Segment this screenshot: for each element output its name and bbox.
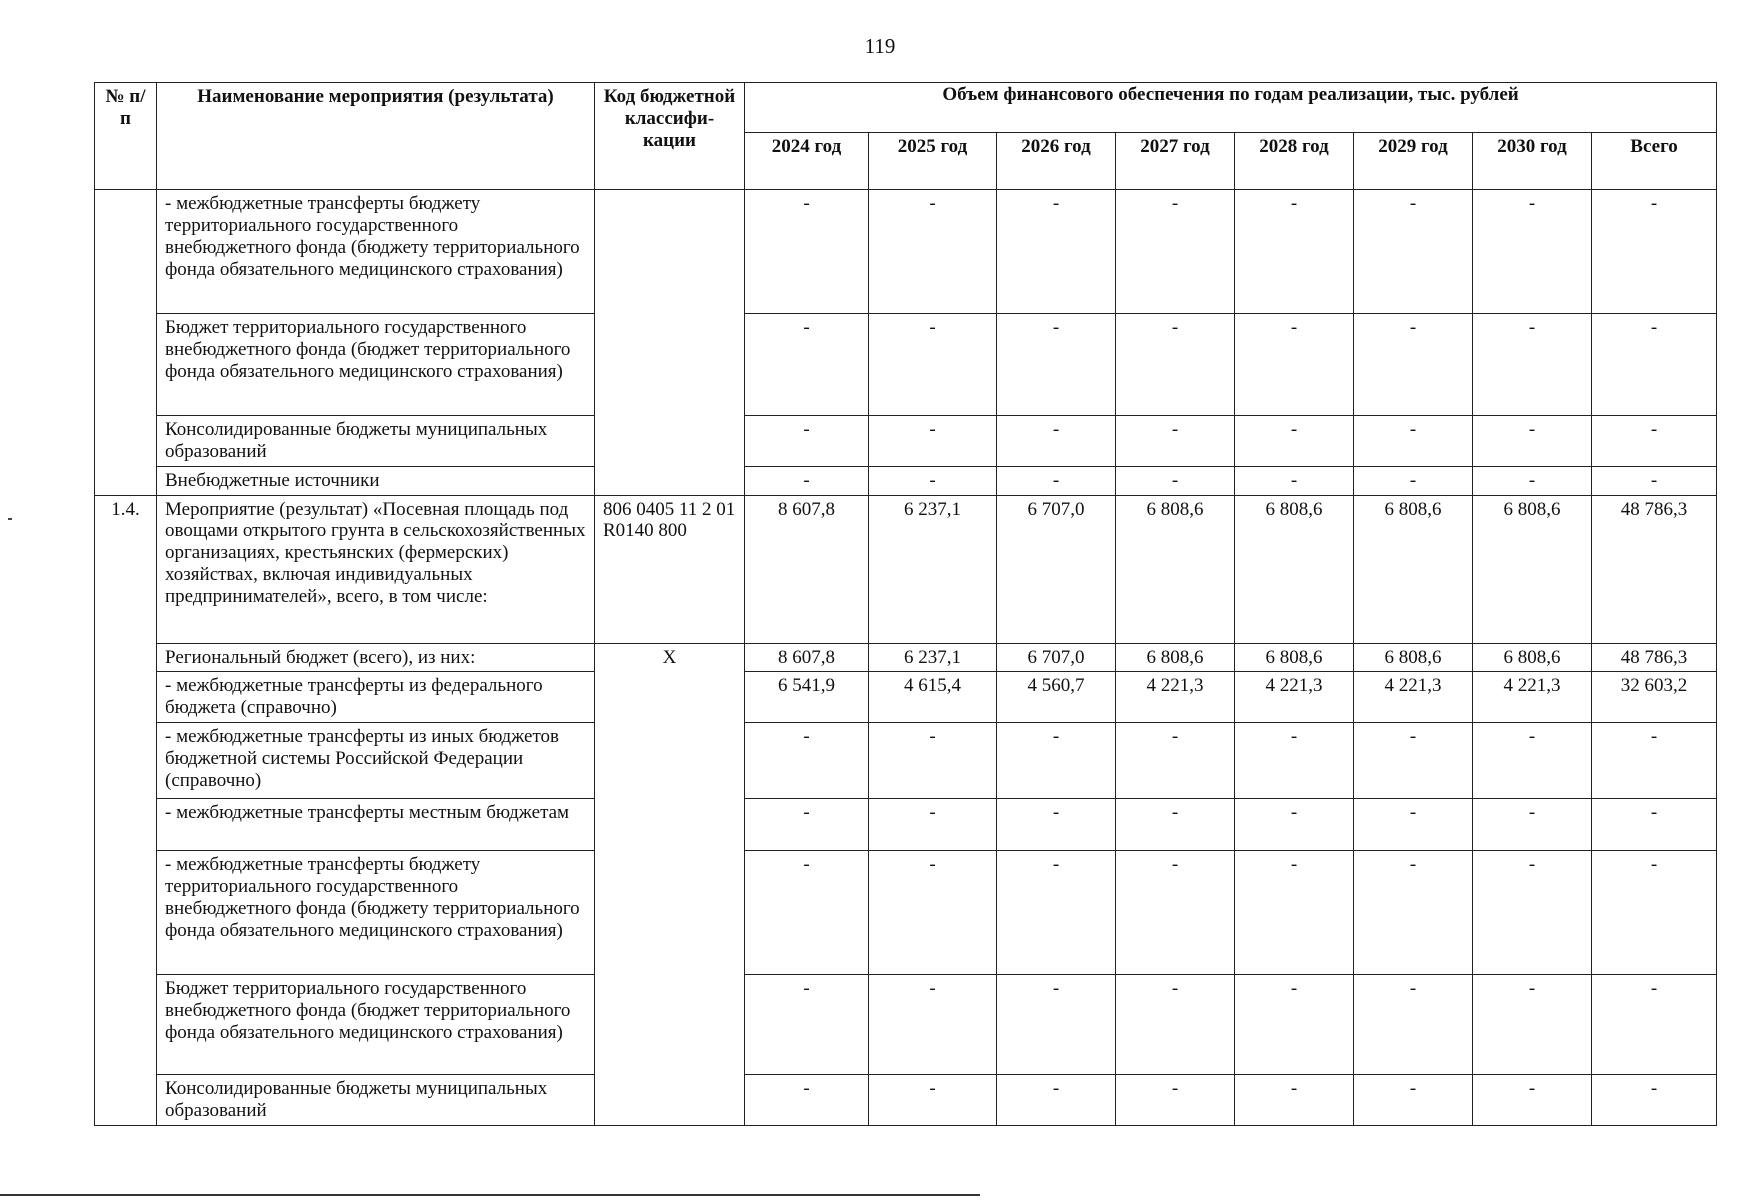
- value-2028: -: [1235, 851, 1354, 975]
- value-2024: -: [745, 975, 869, 1075]
- value-2024: 8 607,8: [745, 643, 869, 672]
- value-total: -: [1592, 314, 1717, 416]
- row-name: - межбюджетные трансферты бюджету территориального государственного внебюджетного фонда (бюджету территориального фонда обязательного медицинского страхования): [157, 190, 595, 314]
- header-year-2027: 2027 год: [1116, 132, 1235, 190]
- table-row: [95, 1075, 1717, 1126]
- margin-mark: [8, 518, 12, 520]
- row-name: Консолидированные бюджеты муниципальных образований: [157, 416, 595, 467]
- row-name: Бюджет территориального государственного внебюджетного фонда (бюджет территориального фонда обязательного медицинского страхования): [157, 975, 595, 1075]
- value-2026: -: [997, 723, 1116, 799]
- value-2030: -: [1473, 466, 1592, 495]
- value-2027: -: [1116, 723, 1235, 799]
- value-2025: 6 237,1: [869, 643, 997, 672]
- table-row: [95, 975, 1717, 1075]
- value-2024: -: [745, 416, 869, 467]
- value-2025: -: [869, 799, 997, 851]
- value-2030: 4 221,3: [1473, 672, 1592, 723]
- value-2029: 6 808,6: [1354, 643, 1473, 672]
- value-2025: 6 237,1: [869, 495, 997, 643]
- value-total: -: [1592, 799, 1717, 851]
- value-2025: -: [869, 723, 997, 799]
- table-row: [95, 723, 1717, 799]
- header-year-2029: 2029 год: [1354, 132, 1473, 190]
- value-2026: -: [997, 851, 1116, 975]
- value-total: -: [1592, 975, 1717, 1075]
- value-2026: -: [997, 466, 1116, 495]
- value-2029: -: [1354, 799, 1473, 851]
- value-2026: -: [997, 190, 1116, 314]
- value-2028: 6 808,6: [1235, 495, 1354, 643]
- row-name: Мероприятие (результат) «Посевная площадь под овощами открытого грунта в сельскохозяйственных организациях, крестьянских (фермерских) хозяйствах, включая индивидуальных предпринимателей», всего, в том числе:: [157, 495, 595, 643]
- value-total: -: [1592, 851, 1717, 975]
- value-2026: -: [997, 416, 1116, 467]
- value-total: -: [1592, 1075, 1717, 1126]
- header-name: Наименование мероприятия (результата): [157, 83, 595, 190]
- value-2028: 4 221,3: [1235, 672, 1354, 723]
- table-row: [95, 799, 1717, 851]
- value-2028: -: [1235, 190, 1354, 314]
- value-total: -: [1592, 190, 1717, 314]
- header-code: Код бюджетной классифи-кации: [595, 83, 745, 190]
- value-2028: -: [1235, 799, 1354, 851]
- value-2029: -: [1354, 851, 1473, 975]
- table-row: [95, 416, 1717, 467]
- value-total: 48 786,3: [1592, 495, 1717, 643]
- row-name: - межбюджетные трансферты бюджету территориального государственного внебюджетного фонда (бюджету территориального фонда обязательного медицинского страхования): [157, 851, 595, 975]
- value-2025: -: [869, 416, 997, 467]
- value-2027: -: [1116, 190, 1235, 314]
- value-2030: 6 808,6: [1473, 643, 1592, 672]
- value-2030: -: [1473, 416, 1592, 467]
- value-2025: 4 615,4: [869, 672, 997, 723]
- page-number: 119: [864, 34, 896, 58]
- value-2024: -: [745, 1075, 869, 1126]
- value-2029: 4 221,3: [1354, 672, 1473, 723]
- value-2030: -: [1473, 1075, 1592, 1126]
- value-2028: 6 808,6: [1235, 643, 1354, 672]
- value-2029: -: [1354, 466, 1473, 495]
- value-2029: -: [1354, 416, 1473, 467]
- value-total: -: [1592, 723, 1717, 799]
- value-2026: -: [997, 975, 1116, 1075]
- value-2028: -: [1235, 1075, 1354, 1126]
- table-row: [95, 466, 1717, 495]
- value-2027: -: [1116, 466, 1235, 495]
- value-2026: 6 707,0: [997, 643, 1116, 672]
- header-year-2028: 2028 год: [1235, 132, 1354, 190]
- value-2025: -: [869, 1075, 997, 1126]
- footer-rule: [0, 1194, 980, 1196]
- table-body: [95, 190, 1717, 1126]
- value-2026: -: [997, 314, 1116, 416]
- value-2025: -: [869, 851, 997, 975]
- row-name: Бюджет территориального государственного внебюджетного фонда (бюджет территориального фонда обязательного медицинского страхования): [157, 314, 595, 416]
- value-2029: 6 808,6: [1354, 495, 1473, 643]
- table-row: [95, 672, 1717, 723]
- table-row: [95, 314, 1717, 416]
- value-2027: -: [1116, 314, 1235, 416]
- header-year-2025: 2025 год: [869, 132, 997, 190]
- value-2024: -: [745, 314, 869, 416]
- value-2027: -: [1116, 416, 1235, 467]
- value-2027: -: [1116, 975, 1235, 1075]
- value-2027: -: [1116, 851, 1235, 975]
- value-2025: -: [869, 190, 997, 314]
- header-year-2024: 2024 год: [745, 132, 869, 190]
- value-2024: 8 607,8: [745, 495, 869, 643]
- value-2024: -: [745, 190, 869, 314]
- value-2026: -: [997, 799, 1116, 851]
- header-total: Всего: [1592, 132, 1717, 190]
- value-2024: -: [745, 723, 869, 799]
- value-2024: -: [745, 851, 869, 975]
- value-2028: -: [1235, 466, 1354, 495]
- budget-table: [94, 82, 1717, 1126]
- value-2025: -: [869, 466, 997, 495]
- value-2026: -: [997, 1075, 1116, 1126]
- value-2026: 4 560,7: [997, 672, 1116, 723]
- value-total: 32 603,2: [1592, 672, 1717, 723]
- value-2029: -: [1354, 975, 1473, 1075]
- value-2026: 6 707,0: [997, 495, 1116, 643]
- row-code: 806 0405 11 2 01 R0140 800: [595, 495, 745, 643]
- row-num: [95, 190, 157, 496]
- header-year-2026: 2026 год: [997, 132, 1116, 190]
- value-2028: -: [1235, 416, 1354, 467]
- value-2027: 6 808,6: [1116, 643, 1235, 672]
- value-2030: -: [1473, 851, 1592, 975]
- value-2025: -: [869, 975, 997, 1075]
- row-code: [595, 190, 745, 496]
- value-2029: -: [1354, 314, 1473, 416]
- table-row: [95, 190, 1717, 314]
- value-2027: 6 808,6: [1116, 495, 1235, 643]
- value-total: -: [1592, 416, 1717, 467]
- row-name: - межбюджетные трансферты из федерального бюджета (справочно): [157, 672, 595, 723]
- table-row: [95, 643, 1717, 672]
- value-2027: -: [1116, 799, 1235, 851]
- value-2024: -: [745, 466, 869, 495]
- value-2028: -: [1235, 975, 1354, 1075]
- value-2028: -: [1235, 723, 1354, 799]
- table-header: [95, 83, 1717, 190]
- row-code: Х: [595, 643, 745, 1125]
- value-2028: -: [1235, 314, 1354, 416]
- value-2030: -: [1473, 190, 1592, 314]
- value-2030: 6 808,6: [1473, 495, 1592, 643]
- value-2027: -: [1116, 1075, 1235, 1126]
- row-name: Региональный бюджет (всего), из них:: [157, 643, 595, 672]
- value-2029: -: [1354, 190, 1473, 314]
- row-name: - межбюджетные трансферты местным бюджетам: [157, 799, 595, 851]
- value-2029: -: [1354, 723, 1473, 799]
- value-total: 48 786,3: [1592, 643, 1717, 672]
- value-2030: -: [1473, 314, 1592, 416]
- table-row: [95, 495, 1717, 643]
- value-2025: -: [869, 314, 997, 416]
- value-2030: -: [1473, 799, 1592, 851]
- header-volume: Объем финансового обеспечения по годам реализации, тыс. рублей: [745, 83, 1717, 133]
- value-2030: -: [1473, 723, 1592, 799]
- value-2027: 4 221,3: [1116, 672, 1235, 723]
- value-2024: -: [745, 799, 869, 851]
- value-2030: -: [1473, 975, 1592, 1075]
- header-year-2030: 2030 год: [1473, 132, 1592, 190]
- value-2024: 6 541,9: [745, 672, 869, 723]
- value-2029: -: [1354, 1075, 1473, 1126]
- row-name: - межбюджетные трансферты из иных бюджетов бюджетной системы Российской Федерации (справочно): [157, 723, 595, 799]
- row-name: Внебюджетные источники: [157, 466, 595, 495]
- row-name: Консолидированные бюджеты муниципальных образований: [157, 1075, 595, 1126]
- header-num: № п/п: [95, 83, 157, 190]
- table-row: [95, 851, 1717, 975]
- row-num: 1.4.: [95, 495, 157, 1125]
- value-total: -: [1592, 466, 1717, 495]
